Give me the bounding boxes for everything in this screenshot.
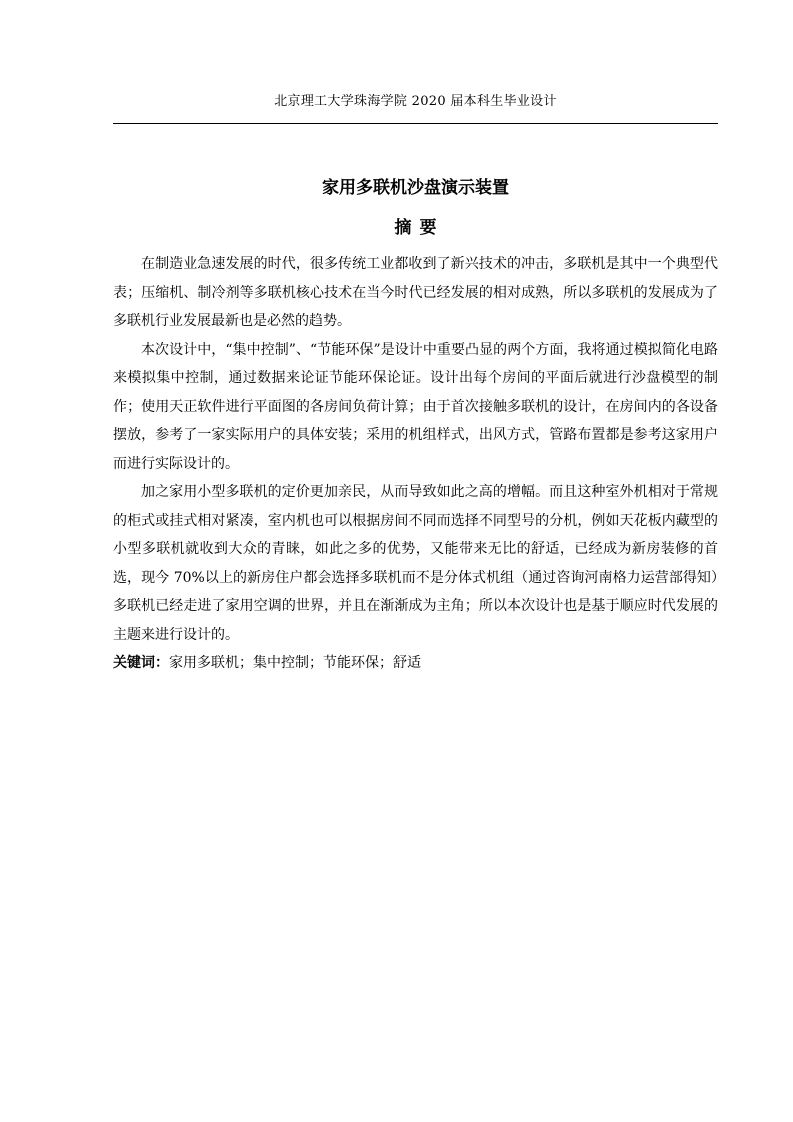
abstract-paragraph-1: 在制造业急速发展的时代，很多传统工业都收到了新兴技术的冲击，多联机是其中一个典型代表；压缩机、制冷剂等多联机核心技术在当今时代已经发展的相对成熟，所以多联机的发展成为了多联机行业发展最新也是必然的趋势。 [113, 256, 718, 329]
keywords-label: 关键词： [113, 655, 169, 671]
abstract-heading: 摘要 [394, 218, 445, 238]
abstract-body [113, 250, 718, 677]
header-divider [113, 123, 718, 124]
abstract-paragraph-2: 本次设计中，“集中控制”、“节能环保”是设计中重要凸显的两个方面，我将通过模拟简化电路来模拟集中控制，通过数据来论证节能环保论证。设计出每个房间的平面后就进行沙盘模型的制作；使用天正软件进行平面图的各房间负荷计算；由于首次接触多联机的设计，在房间内的各设备摆放，参考了一家实际用户的具体安装；采用的机组样式，出风方式，管路布置都是参考这家用户而进行实际设计的。 [113, 341, 718, 472]
document-title: 家用多联机沙盘演示装置 [322, 178, 509, 198]
page-header: 北京理工大学珠海学院 2020 届本科生毕业设计 [274, 94, 557, 109]
abstract-paragraph-3: 加之家用小型多联机的定价更加亲民，从而导致如此之高的增幅。而且这种室外机相对于常规的柜式或挂式相对紧凑，室内机也可以根据房间不同而选择不同型号的分机，例如天花板内藏型的小型多联机就收到大众的青睐，如此之多的优势，又能带来无比的舒适，已经成为新房装修的首选，现今 70%以上的新房住户都会选择多联机而不是分体式机组（通过咨询河南格力运营部得知）多联机已经走进了家用空调的世界，并且在渐渐成为主角；所以本次设计也是基于顺应时代发展的主题来进行设计的。 [113, 484, 718, 643]
keywords-text: 家用多联机；集中控制；节能环保；舒适 [169, 655, 421, 671]
keywords-line [113, 649, 718, 677]
